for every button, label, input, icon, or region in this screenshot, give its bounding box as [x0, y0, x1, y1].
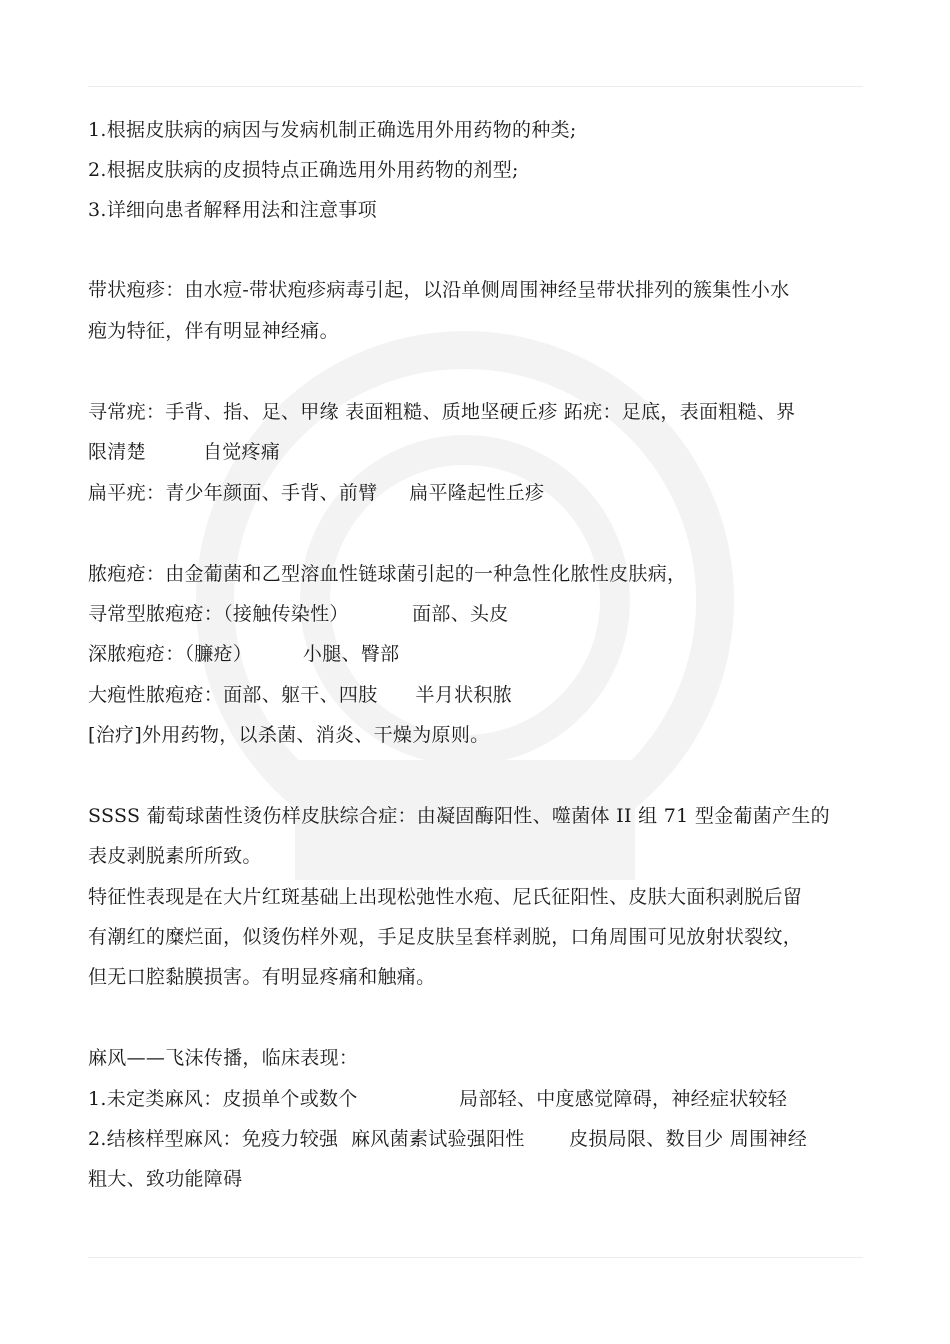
text-line: 限清楚 自觉疼痛	[88, 441, 281, 463]
bottom-divider	[88, 1257, 863, 1258]
text-line: 3.详细向患者解释用法和注意事项	[88, 199, 377, 221]
text-line: 粗大、致功能障碍	[88, 1168, 243, 1190]
text-line: 带状疱疹：由水痘-带状疱疹病毒引起，以沿单侧周围神经呈带状排列的簇集性小水	[88, 279, 790, 301]
text-line: 脓疱疮：由金葡菌和乙型溶血性链球菌引起的一种急性化脓性皮肤病，	[88, 563, 687, 585]
text-line: 寻常型脓疱疮：（接触传染性） 面部、头皮	[88, 603, 509, 625]
text-line: 1.未定类麻风：皮损单个或数个 局部轻、中度感觉障碍，神经症状较轻	[88, 1088, 788, 1110]
text-line: SSSS 葡萄球菌性烫伤样皮肤综合症：由凝固酶阳性、噬菌体 II 组 71 型金葡菌产生的	[88, 805, 830, 827]
text-line: 深脓疱疮：（臁疮） 小腿、臀部	[88, 643, 400, 665]
text-line: 有潮红的糜烂面，似烫伤样外观，手足皮肤呈套样剥脱，口角周围可见放射状裂纹，	[88, 926, 803, 948]
text-line: 但无口腔黏膜损害。有明显疼痛和触痛。	[88, 966, 436, 988]
text-line: 2.结核样型麻风：免疫力较强 麻风菌素试验强阳性 皮损局限、数目少 周围神经	[88, 1128, 808, 1150]
text-line: 寻常疣：手背、指、足、甲缘 表面粗糙、质地坚硬丘疹 跖疣：足底，表面粗糙、界	[88, 401, 796, 423]
text-line: 表皮剥脱素所所致。	[88, 845, 262, 867]
top-divider	[88, 86, 863, 87]
text-line: 大疱性脓疱疮：面部、躯干、四肢 半月状积脓	[88, 684, 513, 706]
text-line: 扁平疣：青少年颜面、手背、前臂 扁平隆起性丘疹	[88, 482, 545, 504]
text-line: 疱为特征，伴有明显神经痛。	[88, 320, 339, 342]
text-line: 特征性表现是在大片红斑基础上出现松弛性水疱、尼氏征阳性、皮肤大面积剥脱后留	[88, 886, 803, 908]
text-line: 麻风——飞沫传播，临床表现：	[88, 1047, 359, 1069]
text-line: 2.根据皮肤病的皮损特点正确选用外用药物的剂型;	[88, 159, 519, 181]
text-line: [治疗]外用药物，以杀菌、消炎、干燥为原则。	[88, 724, 490, 746]
text-line: 1.根据皮肤病的病因与发病机制正确选用外用药物的种类;	[88, 119, 577, 141]
